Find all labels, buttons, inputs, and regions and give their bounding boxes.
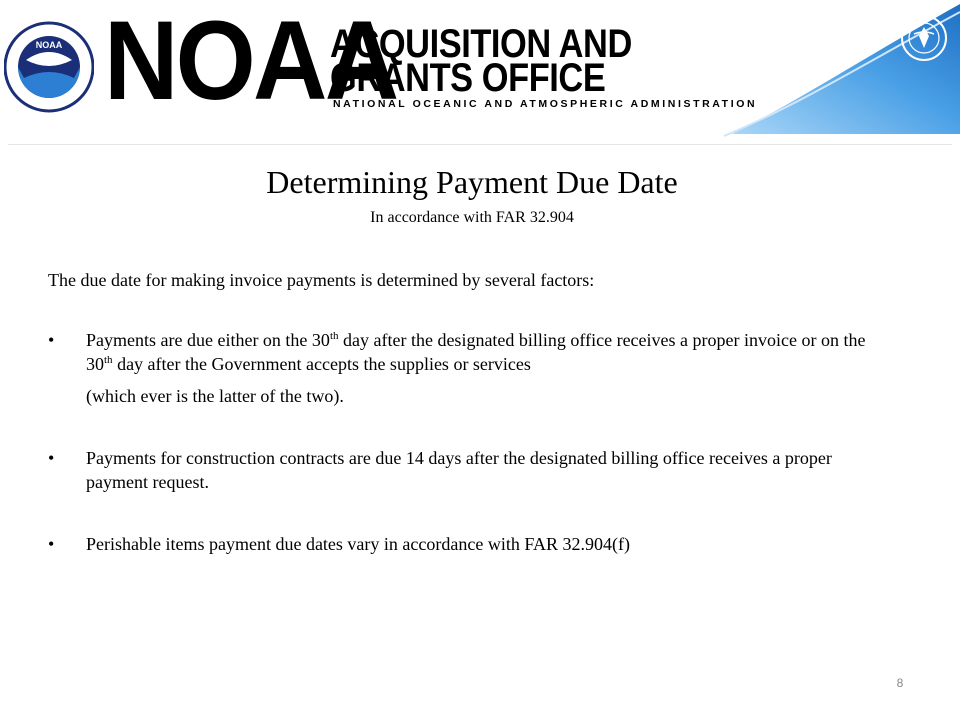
noaa-wordmark: NOAA [104,0,397,123]
agency-name-line2: GRANTS OFFICE [330,56,606,100]
bullet-1-part-c: day after the Government accepts the supplies or services [112,354,531,374]
noaa-seal-logo [4,8,94,126]
slide-subtitle: In accordance with FAR 32.904 [370,209,574,226]
header-divider [8,144,952,145]
intro-text: The due date for making invoice payments is determined by several factors: [48,270,595,290]
agency-subtitle: NATIONAL OCEANIC AND ATMOSPHERIC ADMINISTRATION [333,98,758,110]
bullet-icon: • [48,330,55,350]
bullet-1-text [86,328,886,376]
bullet-icon: • [48,534,55,554]
header-banner [0,0,960,140]
bullet-1-continuation: (which ever is the latter of the two). [86,386,344,406]
bullet-2-text: Payments for construction contracts are due 14 days after the designated billing office receives a proper payment request. [86,448,832,492]
bullet-1-part-a: Payments are due either on the 30 [86,330,330,350]
page-number: 8 [896,676,904,690]
commerce-seal-icon [900,14,948,62]
agency-name-line1: ACQUISITION AND [330,22,632,66]
slide-title: Determining Payment Due Date [266,164,678,200]
ordinal-suffix: th [104,354,113,366]
bullet-1-part-b: day after the designated billing office receives a proper invoice or on the 30 [86,330,866,374]
ordinal-suffix: th [329,330,339,342]
bullet-icon: • [48,448,55,468]
seal-noaa-text: NOAA [35,40,63,50]
bullet-3-text: Perishable items payment due dates vary in accordance with FAR 32.904(f) [86,534,631,554]
